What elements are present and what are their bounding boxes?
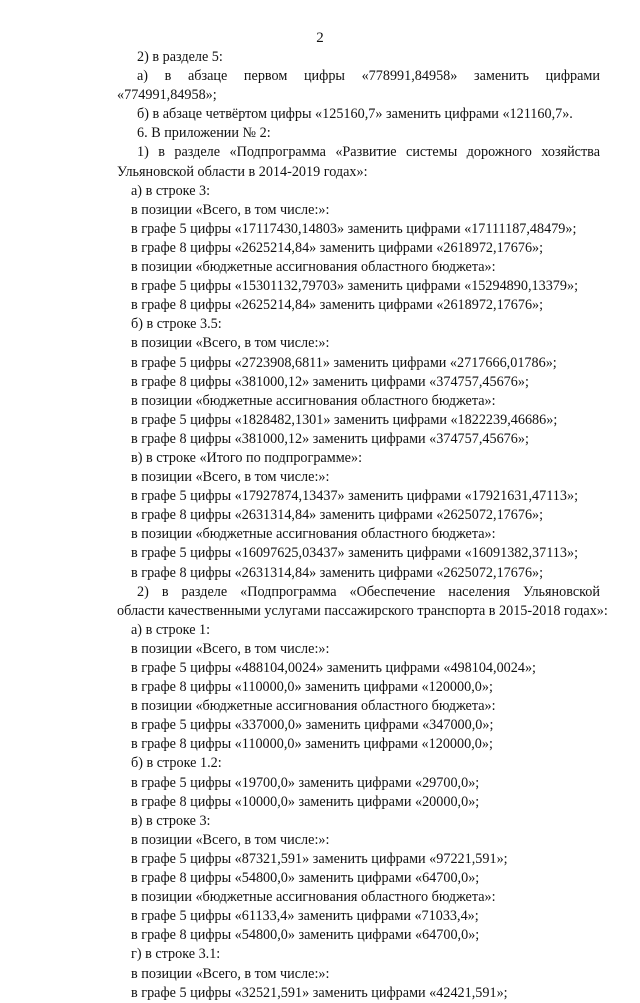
- text-line: в позиции «Всего, в том числе:»:: [131, 640, 330, 657]
- text-line: в) в строке 3:: [131, 812, 211, 829]
- text-line: в) в строке «Итого по подпрограмме»:: [131, 449, 363, 466]
- text-line: в графе 8 цифры «2625214,84» заменить цифрами «2618972,17676»;: [131, 239, 544, 256]
- text-line: в графе 5 цифры «2723908,6811» заменить цифрами «2717666,01786»;: [131, 354, 557, 371]
- text-line: в графе 8 цифры «2631314,84» заменить цифрами «2625072,17676»;: [131, 507, 544, 524]
- text-line: в позиции «бюджетные ассигнования областного бюджета»:: [131, 526, 496, 543]
- text-line: 6. В приложении № 2:: [137, 125, 271, 142]
- text-line: Ульяновской области в 2014-2019 годах»:: [117, 163, 368, 180]
- text-line: в графе 5 цифры «61133,4» заменить цифрами «71033,4»;: [131, 908, 479, 925]
- text-line: в позиции «бюджетные ассигнования областного бюджета»:: [131, 698, 496, 715]
- text-line: б) в строке 1.2:: [131, 755, 222, 772]
- text-line: в графе 5 цифры «17927874,13437» заменить цифрами «17921631,47113»;: [131, 488, 579, 505]
- text-line: в позиции «Всего, в том числе:»:: [131, 965, 330, 982]
- text-line: 2) в разделе 5:: [137, 49, 223, 65]
- text-line: в позиции «Всего, в том числе:»:: [131, 201, 330, 218]
- text-line: в графе 8 цифры «54800,0» заменить цифрами «64700,0»;: [131, 870, 480, 887]
- page-number: 2: [316, 30, 324, 46]
- document-body: [117, 48, 608, 1003]
- text-line: в графе 5 цифры «488104,0024» заменить цифрами «498104,0024»;: [131, 660, 536, 676]
- text-line: г) в строке 3.1:: [131, 946, 221, 963]
- text-line: 2) в разделе «Подпрограмма «Обеспечение населения Ульяновской: [137, 583, 600, 600]
- text-line: в графе 5 цифры «337000,0» заменить цифрами «347000,0»;: [131, 717, 494, 734]
- text-line: в графе 5 цифры «16097625,03437» заменить цифрами «16091382,37113»;: [131, 545, 579, 562]
- text-line: а) в строке 1:: [131, 621, 211, 638]
- text-line: в позиции «бюджетные ассигнования областного бюджета»:: [131, 392, 496, 409]
- text-line: области качественными услугами пассажирского транспорта в 2015-2018 годах»:: [117, 602, 608, 619]
- text-line: в графе 5 цифры «87321,591» заменить цифрами «97221,591»;: [131, 850, 508, 867]
- text-line: в графе 8 цифры «2631314,84» заменить цифрами «2625072,17676»;: [131, 564, 544, 581]
- text-line: в графе 8 цифры «54800,0» заменить цифрами «64700,0»;: [131, 927, 480, 944]
- text-line: в графе 8 цифры «381000,12» заменить цифрами «374757,45676»;: [131, 373, 529, 390]
- text-line: в графе 5 цифры «15301132,79703» заменить цифрами «15294890,13379»;: [131, 278, 579, 295]
- text-line: в графе 8 цифры «381000,12» заменить цифрами «374757,45676»;: [131, 430, 529, 447]
- text-line: в графе 5 цифры «19700,0» заменить цифрами «29700,0»;: [131, 774, 480, 791]
- text-line: «774991,84958»;: [117, 87, 217, 104]
- text-line: в позиции «бюджетные ассигнования областного бюджета»:: [131, 259, 496, 276]
- text-line: в графе 8 цифры «110000,0» заменить цифрами «120000,0»;: [131, 736, 493, 753]
- text-line: 1) в разделе «Подпрограмма «Развитие системы дорожного хозяйства: [137, 144, 600, 161]
- text-line: в позиции «Всего, в том числе:»:: [131, 831, 330, 848]
- text-line: в графе 5 цифры «17117430,14803» заменить цифрами «17111187,48479»;: [131, 220, 577, 237]
- text-line: б) в абзаце четвёртом цифры «125160,7» заменить цифрами «121160,7».: [137, 106, 573, 123]
- text-line: в графе 5 цифры «1828482,1301» заменить цифрами «1822239,46686»;: [131, 411, 558, 428]
- text-line: в позиции «Всего, в том числе:»:: [131, 469, 330, 486]
- text-line: а) в абзаце первом цифры «778991,84958» заменить цифрами: [137, 68, 600, 85]
- text-line: в позиции «бюджетные ассигнования областного бюджета»:: [131, 889, 496, 906]
- text-line: в графе 8 цифры «2625214,84» заменить цифрами «2618972,17676»;: [131, 297, 544, 314]
- text-line: в графе 8 цифры «110000,0» заменить цифрами «120000,0»;: [131, 679, 493, 696]
- text-line: в графе 5 цифры «32521,591» заменить цифрами «42421,591»;: [131, 984, 508, 1001]
- text-line: в графе 8 цифры «10000,0» заменить цифрами «20000,0»;: [131, 793, 480, 810]
- text-line: б) в строке 3.5:: [131, 316, 222, 333]
- text-line: в позиции «Всего, в том числе:»:: [131, 335, 330, 352]
- text-line: а) в строке 3:: [131, 182, 211, 199]
